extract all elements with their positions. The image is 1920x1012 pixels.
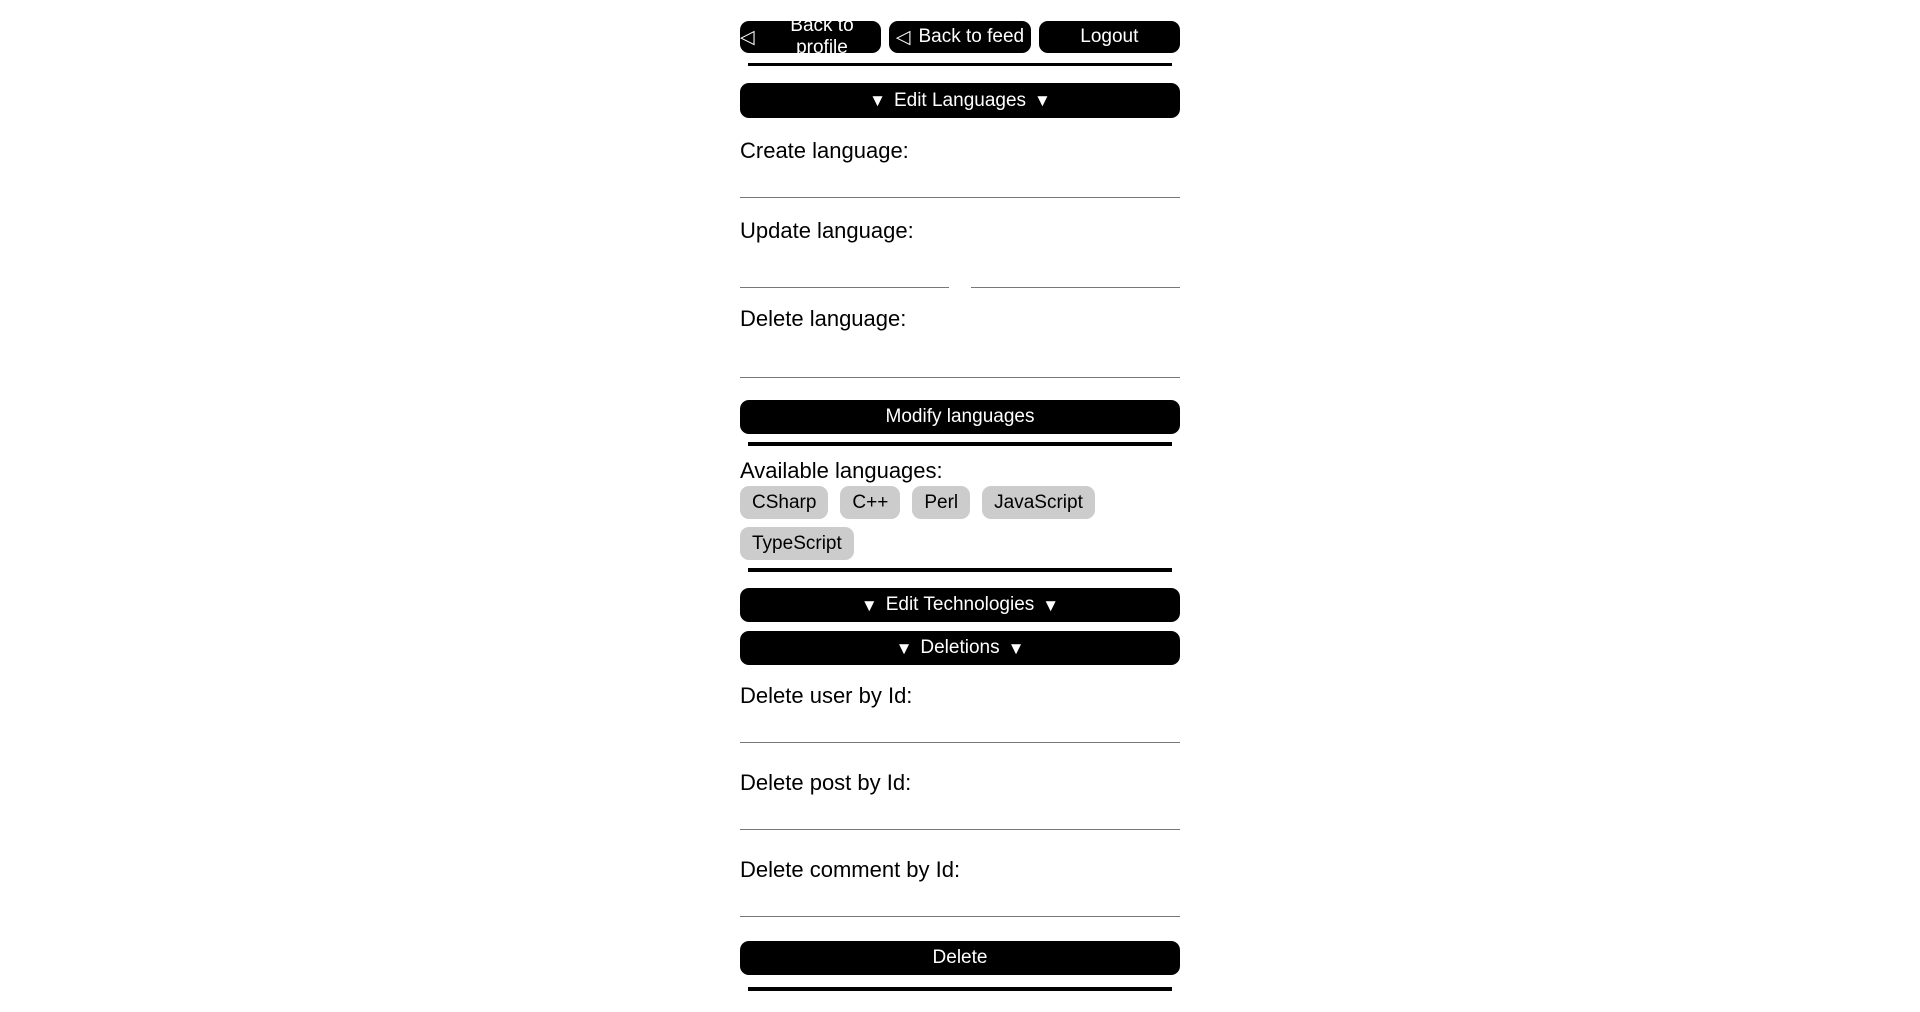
- top-divider: [748, 63, 1172, 66]
- language-chip: Perl: [912, 486, 970, 519]
- update-language-label: Update language:: [740, 218, 914, 243]
- caret-down-icon: ▼: [860, 595, 878, 615]
- back-to-profile-button[interactable]: [740, 15, 881, 58]
- language-chip: C++: [840, 486, 900, 519]
- language-chip: TypeScript: [740, 527, 854, 560]
- delete-comment-input[interactable]: [740, 883, 1180, 917]
- logout-button[interactable]: [1039, 21, 1180, 53]
- create-language-input[interactable]: [740, 164, 1180, 198]
- caret-down-icon: ▼: [869, 91, 886, 110]
- delete-language-label: Delete language:: [740, 306, 907, 331]
- update-language-old-input[interactable]: [740, 244, 949, 288]
- caret-down-icon: ▼: [895, 638, 913, 658]
- back-to-feed-label: Back to feed: [918, 26, 1025, 47]
- edit-languages-toggle[interactable]: [740, 83, 1180, 118]
- delete-post-input[interactable]: [740, 796, 1180, 830]
- back-to-feed-button[interactable]: [889, 21, 1030, 53]
- back-to-profile-label: Back to profile: [790, 15, 854, 58]
- caret-down-icon: ▼: [1034, 91, 1051, 110]
- modify-languages-label: Modify languages: [885, 406, 1035, 427]
- delete-post-label: Delete post by Id:: [740, 770, 912, 795]
- create-language-label: Create language:: [740, 138, 909, 163]
- section-divider: [748, 568, 1172, 572]
- language-chip: JavaScript: [982, 486, 1095, 519]
- available-languages-label: Available languages:: [740, 458, 943, 483]
- delete-language-input[interactable]: [740, 332, 1180, 378]
- available-languages-list: [740, 486, 1180, 560]
- back-arrow-icon: ◁: [895, 26, 911, 48]
- delete-user-input[interactable]: [740, 709, 1180, 743]
- language-chip: CSharp: [740, 486, 828, 519]
- back-arrow-icon: ◁: [740, 26, 755, 48]
- update-language-fields: [740, 244, 1180, 288]
- admin-panel: [740, 0, 1180, 991]
- deletions-toggle-label: Deletions: [920, 637, 1000, 658]
- delete-comment-label: Delete comment by Id:: [740, 857, 961, 882]
- top-nav: [740, 15, 1180, 58]
- edit-technologies-toggle-label: Edit Technologies: [885, 594, 1035, 615]
- edit-technologies-toggle[interactable]: [740, 588, 1180, 622]
- section-divider: [748, 442, 1172, 446]
- caret-down-icon: ▼: [1007, 638, 1025, 658]
- bottom-divider: [748, 987, 1172, 991]
- logout-label: Logout: [1080, 26, 1139, 47]
- delete-user-label: Delete user by Id:: [740, 683, 913, 708]
- caret-down-icon: ▼: [1042, 595, 1060, 615]
- edit-languages-toggle-label: Edit Languages: [893, 89, 1027, 111]
- update-language-new-input[interactable]: [971, 244, 1180, 288]
- delete-button[interactable]: [740, 941, 1180, 975]
- deletions-toggle[interactable]: [740, 631, 1180, 665]
- modify-languages-button[interactable]: [740, 400, 1180, 434]
- delete-button-label: Delete: [932, 947, 988, 968]
